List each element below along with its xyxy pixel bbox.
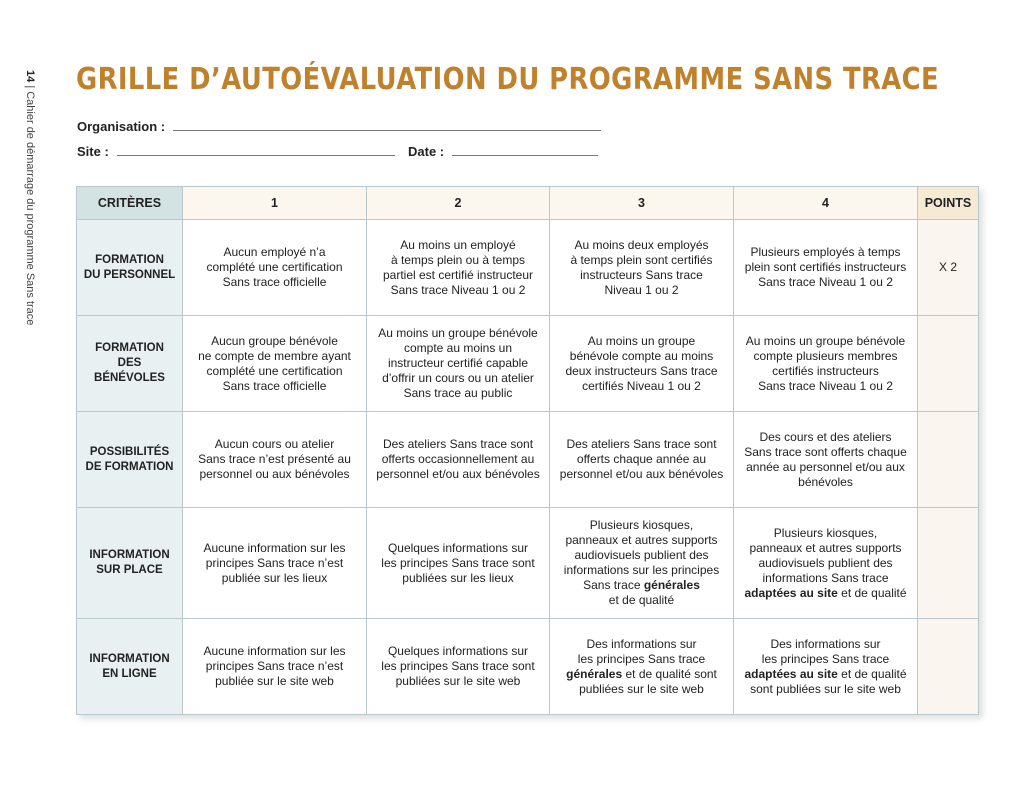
criteria-cell [77,508,183,619]
cell-line: sont publiées sur le site web [750,681,901,696]
cell-line: d’offrir un cours ou un atelier [382,371,534,385]
cell-line: Sans trace officielle [222,275,327,289]
cell-line: les principes Sans trace sont [381,659,535,673]
header-level-1: 1 [183,187,367,220]
criteria-cell [77,316,183,412]
cell-line: certifiés instructeurs [772,363,879,378]
cell-line: publiée sur le site web [215,674,334,688]
cell-text: et de qualité [837,585,907,600]
cell-line: informations sur les principes [563,563,720,577]
cell-line: Plusieurs kiosques, [773,525,878,540]
criteria-line: INFORMATION [89,549,170,561]
cell-line: offerts occasionnellement au [381,452,535,466]
cell-text: Sans trace [583,578,644,592]
level-1-cell [183,412,367,508]
cell-line: Des ateliers Sans trace sont [382,437,534,451]
cell-line: les principes Sans trace [577,651,706,666]
cell-line: Aucun employé n’a [223,245,326,259]
level-3-cell [550,508,734,619]
cell-line: Au moins un groupe bénévole [378,326,538,340]
date-label: Date : [408,144,445,159]
cell-text-bold: générales [643,578,700,592]
cell-line: complété une certification [206,260,343,274]
cell-line: Au moins deux employés [574,237,709,252]
level-3-cell [550,220,734,316]
cell-line: Au moins un employé [400,237,516,252]
cell-line: personnel ou aux bénévoles [199,467,350,481]
cell-line: publiées sur le site web [395,674,521,688]
cell-line: Des ateliers Sans trace sont [566,437,717,451]
cell-line: Aucune information sur les [203,540,346,555]
cell-line: personnel et/ou aux bénévoles [559,467,724,481]
cell-text-bold: adaptées au site [744,666,838,681]
level-4-cell [734,220,918,316]
cell-line: audiovisuels publient des [574,548,709,562]
organisation-label: Organisation : [77,119,166,134]
level-4-cell [734,508,918,619]
cell-line: publiées sur le site web [579,681,704,696]
cell-line [556,667,727,682]
table-row [77,220,979,316]
cell-line: Quelques informations sur [387,540,529,555]
book-title: Cahier de démarrage du programme Sans trace [24,91,36,326]
criteria-cell [77,220,183,316]
cell-line: Aucune information sur les [203,644,346,658]
cell-line: Plusieurs kiosques, [589,518,694,532]
criteria-line: POSSIBILITÉS [89,445,170,458]
cell-line: audiovisuels publient des [758,555,893,570]
table-row [77,316,979,412]
cell-line [740,667,911,682]
criteria-cell [77,412,183,508]
cell-text-bold: générales [566,666,623,681]
header-level-3: 3 [550,187,734,220]
header-criteria: CRITÈRES [77,187,183,220]
cell-line: publiée sur les lieux [221,570,328,585]
organisation-line[interactable] [173,129,601,131]
header-points: POINTS [918,187,979,220]
cell-line: panneaux et autres supports [749,540,902,555]
cell-line: les principes Sans trace [761,651,890,666]
cell-line: instructeur certifié capable [387,356,529,370]
criteria-line: EN LIGNE [102,667,157,680]
level-3-cell [550,412,734,508]
evaluation-grid [76,186,979,715]
cell-line: informations Sans trace [762,570,889,585]
cell-line: complété une certification [206,363,343,378]
level-2-cell [367,508,550,619]
points-cell[interactable] [918,619,979,715]
level-2-cell [367,316,550,412]
site-field[interactable] [77,144,395,159]
criteria-line: FORMATION [95,253,164,266]
cell-line: Au moins un groupe bénévole [745,333,906,348]
page-number: 14 [24,70,36,83]
cell-line: deux instructeurs Sans trace [565,363,718,378]
header-level-4: 4 [734,187,918,220]
cell-line: à temps plein sont certifiés [570,252,713,267]
level-4-cell [734,316,918,412]
cell-line: Sans trace n’est présenté au [198,452,351,466]
cell-line: Aucun cours ou atelier [214,437,335,451]
cell-text: et de qualité [837,666,907,681]
cell-line: principes Sans trace n’est [205,555,344,570]
cell-line [556,578,727,593]
cell-line: Sans trace Niveau 1 ou 2 [390,282,526,297]
cell-line: Sans trace sont offerts chaque [744,444,907,459]
site-label: Site : [77,144,109,159]
cell-line: principes Sans trace n’est [205,659,344,673]
level-1-cell [183,316,367,412]
criteria-line: DE FORMATION [85,460,174,473]
table-row [77,619,979,715]
cell-line: les principes Sans trace sont [381,555,535,570]
cell-line: Sans trace Niveau 1 ou 2 [758,275,893,289]
date-field[interactable] [408,144,598,159]
cell-line: Des cours et des ateliers [759,429,892,444]
criteria-line: DES BÉNÉVOLES [94,357,165,384]
points-cell[interactable] [918,316,979,412]
page-title: GRILLE D’AUTOÉVALUATION DU PROGRAMME SANS TRACE [76,62,940,97]
level-3-cell [550,316,734,412]
date-line[interactable] [452,154,598,156]
cell-line: panneaux et autres supports [565,533,718,547]
cell-line: Plusieurs employés à temps [750,245,901,259]
side-running-header [18,70,38,340]
criteria-line: INFORMATION [89,652,170,665]
cell-line: plein sont certifiés instructeurs [744,260,907,274]
cell-line: compte plusieurs membres [753,348,898,363]
cell-line: Quelques informations sur [387,644,529,658]
level-1-cell [183,619,367,715]
cell-line: publiées sur les lieux [402,570,514,585]
cell-line: personnel et/ou aux bénévoles [376,467,540,481]
points-cell[interactable] [918,508,979,619]
cell-line: offerts chaque année au [576,452,707,466]
cell-line: Sans trace officielle [222,378,327,393]
level-2-cell [367,619,550,715]
level-1-cell [183,220,367,316]
points-cell[interactable]: X 2 [918,220,979,316]
separator: | [24,85,36,89]
criteria-line: FORMATION [95,342,164,354]
level-4-cell [734,412,918,508]
cell-text-bold: adaptées au site [744,585,838,600]
cell-line: Des informations sur [586,636,697,651]
cell-line [740,586,911,601]
cell-line: Des informations sur [770,636,881,651]
cell-line: Aucun groupe bénévole [211,333,338,348]
level-2-cell [367,412,550,508]
cell-line: certifiés Niveau 1 ou 2 [582,378,701,393]
organisation-field[interactable] [77,119,601,134]
cell-line: Sans trace Niveau 1 ou 2 [758,378,893,393]
cell-line: année au personnel et/ou aux [746,459,905,474]
table-row [77,412,979,508]
header-row [77,187,979,220]
cell-line: bénévoles [798,474,853,489]
cell-line: compte au moins un [403,341,513,355]
table-row [77,508,979,619]
points-cell[interactable] [918,412,979,508]
level-3-cell [550,619,734,715]
cell-line: à temps plein ou à temps [390,252,526,267]
cell-line: partiel est certifié instructeur [382,267,534,282]
header-level-2: 2 [367,187,550,220]
criteria-line: SUR PLACE [96,564,163,576]
cell-line: bénévole compte au moins [569,348,714,363]
cell-line: instructeurs Sans trace [580,267,703,282]
criteria-line: DU PERSONNEL [83,268,176,281]
cell-line: Au moins un groupe [587,333,696,348]
cell-line: ne compte de membre ayant [198,348,351,363]
criteria-cell [77,619,183,715]
cell-text: et de qualité sont [622,666,717,681]
level-2-cell [367,220,550,316]
cell-line: Sans trace au public [403,386,513,400]
cell-line: Niveau 1 ou 2 [604,282,679,297]
site-line[interactable] [117,154,395,156]
level-4-cell [734,619,918,715]
cell-line: et de qualité [608,593,675,607]
level-1-cell [183,508,367,619]
